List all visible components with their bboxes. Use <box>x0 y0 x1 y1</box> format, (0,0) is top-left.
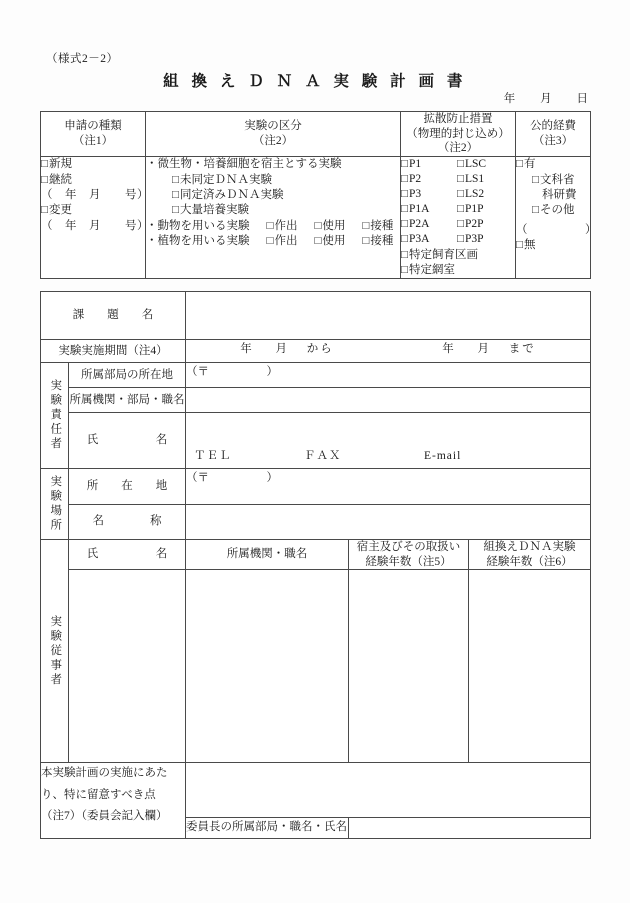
tel-label: ＴＥＬ <box>194 450 232 462</box>
fax-label: ＦＡＸ <box>304 450 342 462</box>
microbe-experiment-line <box>146 157 400 172</box>
animal-experiment-label: 動物を用いる実験 <box>157 219 250 232</box>
containment-columns <box>401 157 515 247</box>
checkbox-special-greenhouse[interactable]: □ 特定網室 <box>401 263 515 278</box>
microbe-experiment-label: 微生物・培養細胞を宿主とする実験 <box>157 158 342 171</box>
leader-affiliation-label: 所属機関・部局・職名 <box>69 388 186 413</box>
project-title-label: 課 題 名 <box>41 292 186 340</box>
containment-header <box>401 112 516 157</box>
application-type-header <box>41 112 146 157</box>
leader-address-label: 所属部局の所在地 <box>69 363 186 388</box>
funds-mext-line2: 科研費 <box>542 188 577 201</box>
period-from-year: 年 <box>240 343 254 355</box>
leader-name-label: 氏 名 <box>69 413 186 469</box>
public-funds-cell <box>516 157 597 279</box>
checkbox-ls2[interactable]: □ LS2 <box>457 187 513 202</box>
date-line <box>504 90 588 106</box>
table-row <box>41 413 591 469</box>
table-row <box>41 763 591 818</box>
table-row <box>41 570 591 763</box>
checkbox-p2a[interactable]: □ P2A <box>401 217 457 232</box>
workers-section-label-text: 実験従事者 <box>49 614 62 688</box>
checkbox-animal-inoculate[interactable]: □ 接種 <box>362 220 393 232</box>
public-funds-header <box>516 112 591 157</box>
checkbox-p2p[interactable]: □ P2P <box>457 217 513 232</box>
checkbox-change[interactable]: □ 変更 <box>41 203 145 218</box>
period-from <box>240 340 334 356</box>
period-to-month: 月 <box>477 343 491 355</box>
project-title-value[interactable] <box>186 292 591 340</box>
page-title: 組 換 え Ｄ Ｎ Ａ 実 験 計 画 書 <box>163 73 467 90</box>
continue-number-field[interactable]: （ 年 月 号） <box>41 188 149 201</box>
workers-host-years-header-line2: 経験年数（注5） <box>365 555 452 568</box>
site-name-value[interactable] <box>186 504 591 540</box>
workers-affiliation-cell[interactable] <box>186 570 349 763</box>
checkbox-p3p[interactable]: □ P3P <box>457 232 513 247</box>
checkbox-p2[interactable]: □ P2 <box>401 172 457 187</box>
change-number-field[interactable]: （ 年 月 号） <box>41 219 149 232</box>
site-name-label: 名 称 <box>69 504 186 540</box>
site-section-label-text: 実験場所 <box>49 475 62 533</box>
notes-value[interactable] <box>186 763 591 818</box>
notes-label-line2: り、特に留意すべき点 <box>41 788 156 801</box>
workers-dna-years-cell[interactable] <box>469 570 591 763</box>
site-section-label <box>41 469 69 540</box>
workers-host-years-header-line1: 宿主及びその取扱い <box>356 541 461 553</box>
table-row <box>41 340 591 363</box>
checkbox-ls1[interactable]: □ LS1 <box>457 172 513 187</box>
period-label: 実験実施期間（注4） <box>41 340 186 363</box>
plant-experiment-label: 植物を用いる実験 <box>157 235 250 248</box>
public-funds-header-label: 公的経費 <box>530 120 576 133</box>
workers-affiliation-header: 所属機関・職名 <box>186 540 349 570</box>
checkbox-animal-use[interactable]: □ 使用 <box>314 220 345 232</box>
workers-dna-years-header-line2: 経験年数（注6） <box>486 555 573 568</box>
experiment-class-cell <box>146 157 401 279</box>
plan-details-table <box>40 291 591 839</box>
workers-dna-years-header-line1: 組換えＤＮＡ実験 <box>483 541 576 553</box>
table-row <box>41 469 591 505</box>
notes-label-line1: 本実験計画の実施にあた <box>41 767 168 780</box>
period-from-month: 月 <box>275 343 289 355</box>
chair-label: 委員長の所属部局・職名・氏名 <box>186 818 349 839</box>
checkbox-special-breeding-area[interactable]: □ 特定飼育区画 <box>401 248 515 263</box>
workers-name-cell[interactable] <box>69 570 186 763</box>
period-to-year: 年 <box>442 343 456 355</box>
checkbox-funds-no[interactable]: □ 無 <box>516 238 590 253</box>
form-code: （様式2－2） <box>46 53 119 65</box>
date-year-label: 年 <box>503 93 516 105</box>
checkbox-continue[interactable]: □ 継続 <box>41 173 145 188</box>
leader-name-value[interactable] <box>186 413 591 469</box>
workers-host-years-cell[interactable] <box>349 570 469 763</box>
checkbox-new[interactable]: □ 新規 <box>41 157 145 172</box>
containment-header-sub: （物理的封じ込め） <box>406 127 510 140</box>
containment-right-column <box>457 157 513 247</box>
table-row <box>41 112 591 157</box>
checkbox-funds-mext[interactable]: □ 文科省 <box>516 173 590 188</box>
animal-experiment-line <box>146 219 400 234</box>
table-row <box>41 157 591 279</box>
checkbox-p3[interactable]: □ P3 <box>401 187 457 202</box>
site-address-value[interactable]: （〒 ） <box>186 469 591 505</box>
leader-section-label-text: 実験責任者 <box>49 379 62 452</box>
checkbox-identified-dna[interactable]: □ 同定済みＤＮＡ実験 <box>146 188 400 203</box>
checkbox-p3a[interactable]: □ P3A <box>401 232 457 247</box>
checkbox-plant-use[interactable]: □ 使用 <box>314 235 345 247</box>
plant-experiment-line <box>146 234 400 249</box>
experiment-class-header-note: （注2） <box>252 135 294 148</box>
workers-name-header: 氏 名 <box>69 540 186 570</box>
checkbox-funds-yes[interactable]: □ 有 <box>516 157 590 172</box>
table-row <box>41 292 591 340</box>
public-funds-header-note: （注3） <box>532 135 574 148</box>
checkbox-plant-inoculate[interactable]: □ 接種 <box>362 235 393 247</box>
leader-address-value[interactable]: （〒 ） <box>186 363 591 388</box>
site-address-label: 所 在 地 <box>69 469 186 505</box>
period-value[interactable] <box>186 340 591 363</box>
workers-host-years-header <box>349 540 469 570</box>
date-month-label: 月 <box>540 93 552 105</box>
application-type-header-label: 申請の種類 <box>64 120 122 133</box>
application-type-header-note: （注1） <box>72 135 114 148</box>
checkbox-p1p[interactable]: □ P1P <box>457 202 513 217</box>
leader-affiliation-value[interactable] <box>186 388 591 413</box>
experiment-class-header-label: 実験の区分 <box>244 120 302 133</box>
checkbox-p1[interactable]: □ P1 <box>401 157 457 172</box>
leader-section-label <box>41 363 69 469</box>
table-row <box>41 363 591 388</box>
chair-value[interactable] <box>349 818 591 839</box>
containment-header-note: （注2） <box>437 142 479 155</box>
date-day-label: 日 <box>576 93 588 105</box>
application-type-cell <box>41 157 149 279</box>
checkbox-lsc[interactable]: □ LSC <box>457 157 513 172</box>
period-to <box>442 340 536 356</box>
period-to-suffix: まで <box>508 343 536 355</box>
notes-label <box>41 763 186 839</box>
workers-dna-years-header <box>469 540 591 570</box>
funds-other-field[interactable]: （ ） <box>516 223 597 236</box>
email-label: E-mail <box>424 450 462 462</box>
checkbox-mass-culture[interactable]: □ 大量培養実験 <box>146 203 400 218</box>
experiment-class-header <box>146 112 401 157</box>
checkbox-unidentified-dna[interactable]: □ 未同定ＤＮＡ実験 <box>146 173 400 188</box>
containment-left-column <box>401 157 457 247</box>
classification-table <box>40 111 597 279</box>
containment-cell <box>401 157 516 279</box>
workers-section-label <box>41 540 69 763</box>
checkbox-funds-other[interactable]: □ その他 <box>516 203 590 218</box>
period-from-suffix: から <box>306 343 334 355</box>
table-row <box>41 504 591 540</box>
period-inner <box>186 340 590 356</box>
checkbox-plant-create[interactable]: □ 作出 <box>267 235 298 247</box>
containment-header-label: 拡散防止措置 <box>423 113 493 125</box>
contact-row <box>186 443 590 466</box>
table-row <box>41 388 591 413</box>
notes-label-line3: （注7）（委員会記入欄） <box>41 809 168 822</box>
table-row <box>41 540 591 570</box>
checkbox-animal-create[interactable]: □ 作出 <box>267 220 298 232</box>
checkbox-p1a[interactable]: □ P1A <box>401 202 457 217</box>
